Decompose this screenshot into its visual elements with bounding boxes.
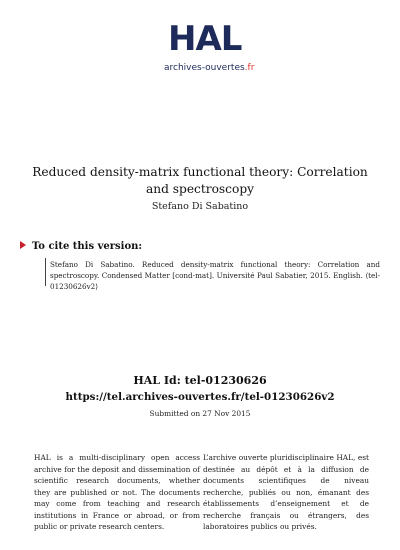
description-english: HAL is a multi-disciplinary open access archive for the deposit and dissemination of scientific research documents, whether they are published or not. The documents may come from teaching and research institutions in France or abroad, or from public or private research centers. xyxy=(34,453,200,531)
cite-heading xyxy=(20,240,270,254)
hal-id: HAL Id: tel-01230626 xyxy=(133,374,267,387)
cite-left-rule xyxy=(45,258,46,286)
cite-heading-label: To cite this version: xyxy=(32,241,143,252)
hal-logo-word: HAL xyxy=(168,19,242,59)
paper-author: Stefano Di Sabatino xyxy=(151,201,249,212)
hal-url-link[interactable]: https://tel.archives-ouvertes.fr/tel-01230626v2 xyxy=(65,391,335,403)
triangle-marker-icon xyxy=(20,241,26,249)
hal-logo-tagline-suffix: .fr xyxy=(244,63,255,73)
description-french: L’archive ouverte pluridisciplinaire HAL, est destinée au dépôt et à la diffusion de documents scientifiques de niveau recherche, publiés ou non, émanant des établissements d’enseignement et de recherche français ou étrangers, des laboratoires publics ou privés. xyxy=(203,453,369,531)
hal-logo xyxy=(150,19,255,82)
cite-text: Stefano Di Sabatino. Reduced density-matrix functional theory: Correlation and spectroscopy. Condensed Matter [cond-mat]. Université Paul Sabatier, 2015. English. ⟨tel-01230626v2⟩ xyxy=(50,260,380,291)
paper-title: Reduced density-matrix functional theory: Correlation and spectroscopy xyxy=(32,165,368,196)
hal-logo-tagline xyxy=(164,62,264,74)
hal-logo-tagline-main: archives-ouvertes xyxy=(164,63,245,73)
submitted-date: Submitted on 27 Nov 2015 xyxy=(149,409,251,418)
